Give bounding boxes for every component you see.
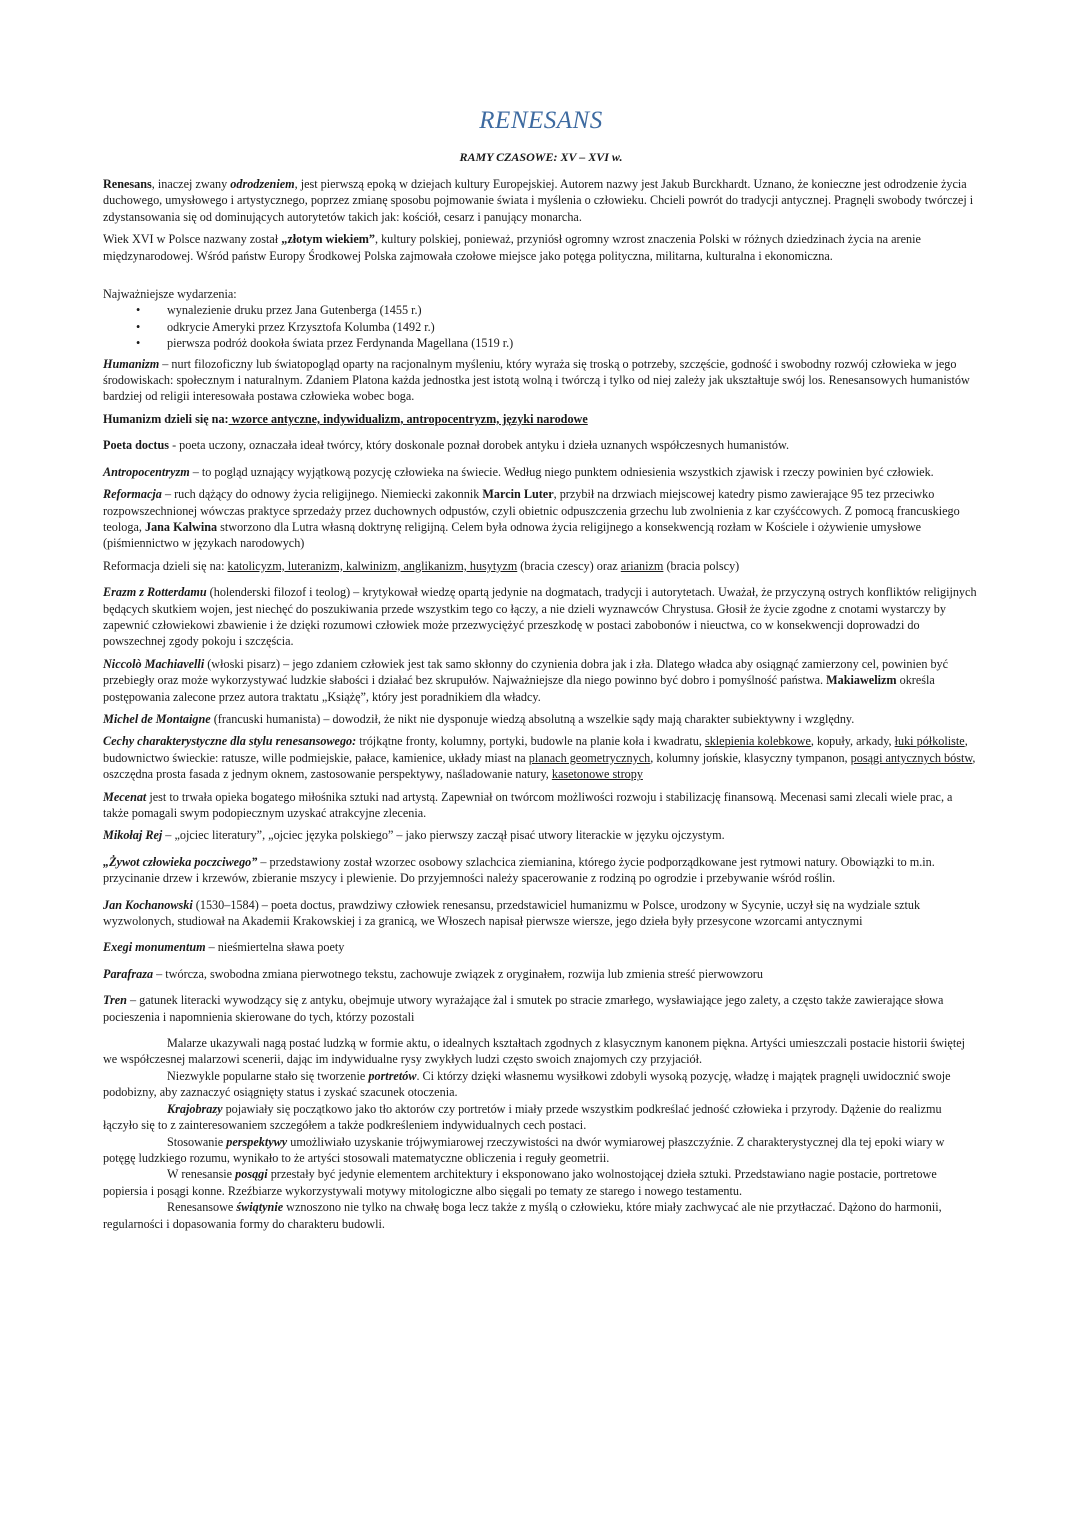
antropocentryzm-paragraph: Antropocentryzm – to pogląd uznający wyjątkową pozycję człowieka na świecie. Według niego punktem odniesienia wszystkich zjawisk i rzeczy powinien być człowiek. [103,464,934,479]
humanizm-paragraph: Humanizm – nurt filozoficzny lub światopogląd oparty na racjonalnym myśleniu, który wyraża się troską o potrzeby, szczęście, godność i swobodny rozwój człowieka w jego środowiskach: społecznym i naturalnym. Zdaniem Platona każda jednostka jest istotą wolną i twórczą i tylko od niej zależy jak ukształtuje swój los. Renesansowych humanistów bardziej od religii interesowała postawa człowieka wobec boga. [103,356,970,404]
term-zloty-wiek: „złotym wiekiem” [281,232,375,247]
architecture-paragraph: Cechy charakterystyczne dla stylu renesansowego: trójkątne fronty, kolumny, portyki, budowle na planie koła i kwadratu, sklepienia kolebkowe, kopuły, arkady, łuki półkoliste, budownictwo świeckie: ratusze, wille podmiejskie, pałace, kamienice, układy miast na planach geometrycznych, kolumny jońskie, klasyczny tympanon, posągi antycznych bóstw, oszczędna prosta fasada z jednym oknem, zastosowanie perspektywy, naśladowanie natury, kasetonowe stropy [103,734,976,782]
term-rej: Mikołaj Rej [103,828,163,843]
intro-paragraph: Renesans, inaczej zwany odrodzeniem, jest pierwszą epoką w dziejach kultury Europejskiej. Autorem nazwy jest Jakub Burckhardt. Uznano, że konieczne jest odrodzenie życia duchowego, umysłowego i artystycznego, poprzez zmianę sposobu pojmowanie świata i myślenia o człowieku. Chcieli powrót do tradycji antycznej. Pragnęli swobody twórczej i zdystansowania się od dominujących autorytetów takich jak: kościół, cesarz i panujący monarcha. [103,177,974,224]
art-paragraph: Renesansowe świątynie wznoszono nie tylko na chwałę boga lecz także z myślą o człowieku, które miały zachwycać ale nie przytłaczać. Dążono do harmonii, regularności i dopasowania formy do charakteru budowli. [103,1200,942,1231]
term-erazm: Erazm z Rotterdamu [103,585,207,600]
montaigne-paragraph: Michel de Montaigne (francuski humanista) – dowodził, że nikt nie dysponuje wiedzą absolutną a wszelkie sądy mają charakter subiektywny i względny. [103,711,855,726]
poeta-doctus-paragraph: Poeta doctus - poeta uczony, oznaczała ideał twórcy, który doskonale poznał dorobek antyku i dzieła uznanych współczesnych humanistów. [103,438,790,453]
reformacja-paragraph: Reformacja – ruch dążący do odnowy życia religijnego. Niemiecki zakonnik Marcin Luter, przybił na drzwiach miejscowej katedry pismo zawierające 95 tez przeciwko rozpowszechnionej wówczas praktyce sprzedaży przez duchownych odpustów, czyli obietnic odpuszczenia grzechu lub zwolnienia z kar czyśćcowych. Z pomocą francuskiego teologa, Jana Kalwina stworzono dla Lutra własną doktrynę religijną. Celem była odnowa życia religijnego a konsekwencją rozłam w Kościele i ożywienie umysłowe (piśmiennictwo w językach narodowych) [103,487,960,551]
golden-age-paragraph: Wiek XVI w Polsce nazwany został „złotym wiekiem”, kultury polskiej, ponieważ, przyniósł ogromny wzrost znaczenia Polski w różnych dziedzinach życia na arenie międzynarodowej. Wśród państw Europy Środkowej Polska zajmowała czołowe miejsce jako potęga polityczna, militarna, kulturalna i ekonomiczna. [103,232,921,263]
art-paragraph: W renesansie posągi przestały być jedynie elementem architektury i eksponowano jako wolnostojącej dzieła sztuki. Przedstawiano nagie postacie, portretowe popiersia i posągi konne. Rzeźbiarze wykorzystywali motywy mitologiczne albo sięgali po tematy ze starego i nowego testamentu. [103,1167,937,1198]
zywot-paragraph: „Żywot człowieka poczciwego” – przedstawiony został wzorzec osobowy szlachcica ziemianina, którego życie podporządkowane jest rytmowi natury. Obowiązki to m.in. przycinanie drzew i krzewów, zbieranie mszycy i plewienie. Do przyjemności należy spacerowanie z rodziną po ogrodzie i przebywanie wśród roślin. [103,854,935,886]
term-kochanowski: Jan Kochanowski [103,897,193,912]
term-tren: Tren [103,993,127,1008]
humanizm-divides: Humanizm dzieli się na: wzorce antyczne, indywidualizm, antropocentryzm, języki narodowe [103,411,588,426]
term-reformacja: Reformacja [103,487,162,502]
list-item: • pierwsza podróż dookoła świata przez Ferdynanda Magellana (1519 r.) [167,335,979,351]
term-poeta-doctus: Poeta doctus [103,438,170,453]
page-title: RENESANS [479,107,603,134]
term-zywot: „Żywot człowieka poczciwego” [103,854,258,869]
term-renesans: Renesans [103,177,152,191]
exegi-paragraph: Exegi monumentum – nieśmiertelna sława poety [103,940,345,955]
art-paragraph: Malarze ukazywali nagą postać ludzką w formie aktu, o idealnych kształtach zgodnych z klasycznym kanonem piękna. Artyści umieszczali postacie historii świętej we współczesnej malarzowi scenerii, dając im indywidualne rysy zwykłych ludzi często swoich znajomych czy przyjaciół. [103,1036,966,1067]
erazm-paragraph: Erazm z Rotterdamu (holenderski filozof i teolog) – krytykował wiedzę opartą jedynie na dogmatach, tradycji i autorytetach. Uważał, że przyczyną ostrych konfliktów religijnych będących skutkiem wojen, jest niechęć do poszukiwania przede wszystkim tego co łączy, a nie dzieli wyznawców Chrystusa. Głosił że życie zgodne z cnotami wystarczy by zapewnić człowiekowi zbawienie i że dzięki rozumowi człowiek może przezwyciężyć przeszkodę w postaci zabobonów i nieuctwa, co w konsekwencji doprowadzi do powszechnej zgody pokoju i szczęścia. [103,585,977,649]
events-list [103,302,979,351]
term-parafraza: Parafraza [103,966,154,981]
list-item: • wynalezienie druku przez Jana Gutenberga (1455 r.) [167,302,979,318]
humanizm-divides-items: wzorce antyczne, indywidualizm, antropocentryzm, języki narodowe [228,411,588,426]
term-exegi: Exegi monumentum [103,940,206,955]
art-paragraph: Krajobrazy pojawiały się początkowo jako tło aktorów czy portretów i miały przede wszystkim podkreślać jedność człowieka i przyrody. Dążenie do realizmu łączyło się to z zainteresowaniem szczegółem a także podkreśleniem indywidualnych cech postaci. [103,1101,942,1133]
mecenat-paragraph: Mecenat jest to trwała opieka bogatego miłośnika sztuki nad artystą. Zapewniał on twórcom możliwości rozwoju i stabilizację finansową. Mecenasi sami zlecali wiele prac, a także pomagali swym podopiecznym uzyskać atrakcyjne zlecenia. [103,789,953,820]
term-odrodzenie: odrodzeniem [230,177,295,191]
parafraza-paragraph: Parafraza – twórcza, swobodna zmiana pierwotnego tekstu, zachowuje związek z oryginałem, rozwija lub zmienia streść pierwowzoru [103,966,763,981]
term-humanizm: Humanizm [103,356,160,371]
art-paragraph: Stosowanie perspektywy umożliwiało uzyskanie trójwymiarowej rzeczywistości na dwór wymiarowej płaszczyźnie. Z charakterystycznej dla tej epoki wiary w potęgę ludzkiego rozumu, wynikało to że artyści stosowali matematyczne obliczenia i reguły geometrii. [103,1134,945,1165]
term-montaigne: Michel de Montaigne [103,711,211,726]
machiavelli-paragraph: Niccolò Machiavelli (włoski pisarz) – jego zdaniem człowiek jest tak samo skłonny do czynienia dobra jak i zła. Dlatego władca aby osiągnąć zamierzony cel, powinien być przebiegły oraz może wykorzystywać ludzkie słabości i działać bez skrupułów. Najważniejsze dla niego powinno być dobro i pomyślność państwa. Makiawelizm określa postępowania zalecone przez autora traktatu „Książę”, który jest poradnikiem dla władcy. [103,656,949,704]
term-mecenat: Mecenat [103,789,147,804]
rej-paragraph: Mikołaj Rej – „ojciec literatury”, „ojciec języka polskiego” – jako pierwszy zaczął pisać utwory literackie w języku ojczystym. [103,828,725,843]
document-body [103,176,979,1232]
art-paragraph: Niezwykle popularne stało się tworzenie portretów. Ci którzy dzięki własnemu wysiłkowi zdobyli wysoką pozycję, władzę i majątek pragnęli uwidocznić swoje podobizny, aby zaznaczyć osiągnięty status i zyskać szacunek otoczenia. [103,1068,951,1100]
events-heading: Najważniejsze wydarzenia: [103,287,237,302]
term-cechy: Cechy charakterystyczne dla stylu renesansowego: [103,734,357,749]
page-subtitle: RAMY CZASOWE: XV – XVI w. [459,150,623,164]
list-item: • odkrycie Ameryki przez Krzysztofa Kolumba (1492 r.) [167,319,979,335]
term-antropocentryzm: Antropocentryzm [103,464,190,479]
tren-paragraph: Tren – gatunek literacki wywodzący się z antyku, obejmuje utwory wyrażające żal i smutek po stracie zmarłego, wysławiające jego zalety, a często także zawierające słowa pocieszenia i napomnienia skierowane do tych, którzy pozostali [103,993,944,1024]
term-machiavelli: Niccolò Machiavelli [103,656,205,671]
reformacja-divides: Reformacja dzieli się na: katolicyzm, luteranizm, kalwinizm, anglikanizm, husytyzm (bracia czescy) oraz arianizm (bracia polscy) [103,558,740,573]
kochanowski-paragraph: Jan Kochanowski (1530–1584) – poeta doctus, prawdziwy człowiek renesansu, przedstawiciel humanizmu w Polsce, urodzony w Sycynie, uczył się na wydziale sztuk wyzwolonych, studiował na Akademii Krakowskiej i za granicą, we Włoszech napisał pierwsze wiersze, jego dzieła były przesycone wzorcami antycznymi [103,897,921,929]
